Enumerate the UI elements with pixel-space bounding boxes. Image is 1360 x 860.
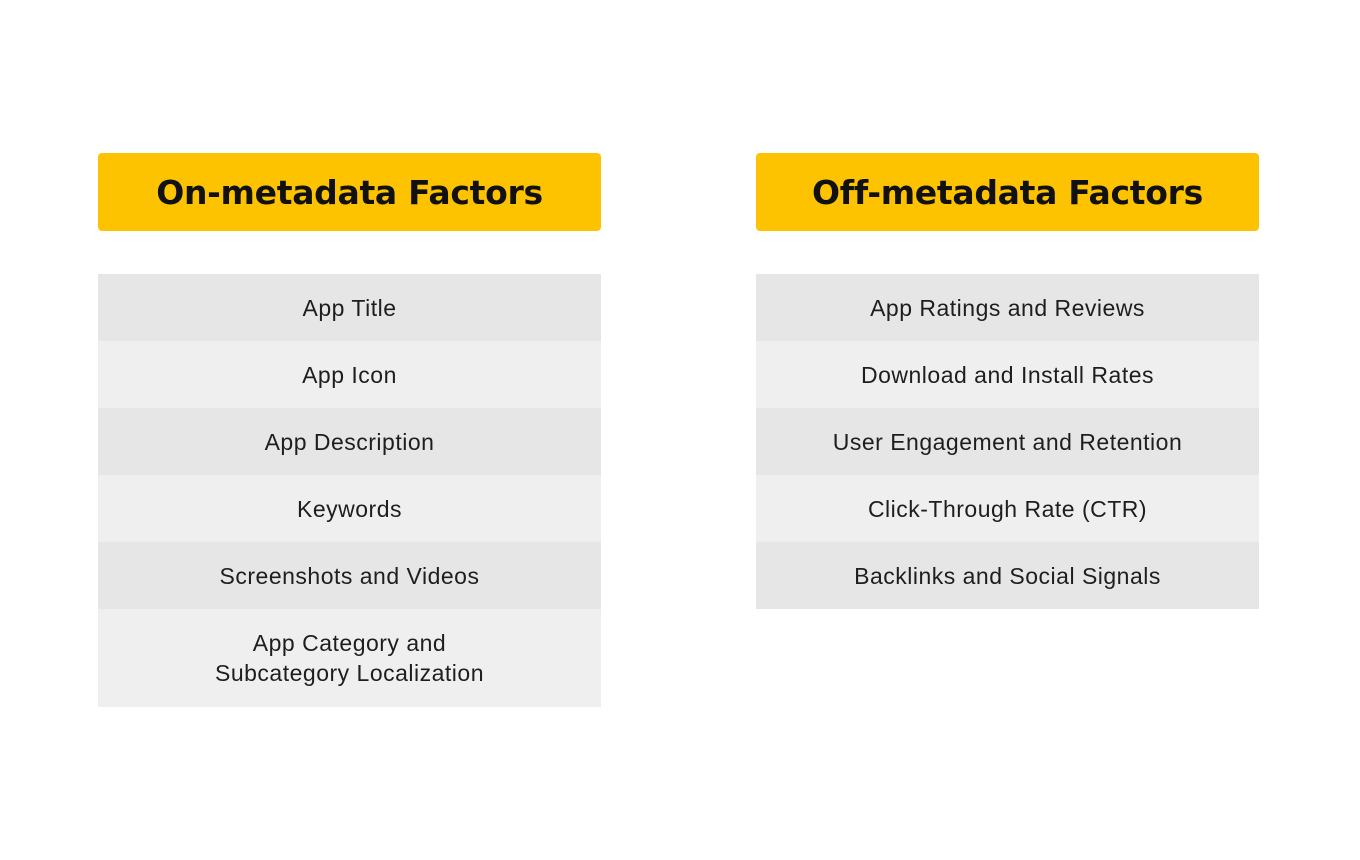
list-item [98,609,601,707]
off-metadata-column [756,153,1259,609]
off-metadata-title: Off-metadata Factors [812,172,1203,212]
list-item-label: User Engagement and Retention [832,428,1183,455]
list-item [98,475,601,542]
on-metadata-title: On-metadata Factors [156,172,543,212]
list-item-label: App Description [264,428,435,455]
list-item-label: Screenshots and Videos [219,562,480,589]
list-item-label: Download and Install Rates [861,361,1154,388]
list-item [756,408,1259,475]
on-metadata-list [98,274,601,707]
list-item-label: App Category and Subcategory Localization [215,630,484,686]
list-item-label: App Ratings and Reviews [870,294,1145,321]
list-item-label: App Title [302,294,397,321]
list-item [756,341,1259,408]
list-item [98,542,601,609]
on-metadata-header [98,153,601,231]
list-item-label: Click-Through Rate (CTR) [867,495,1148,522]
list-item [756,542,1259,609]
list-item [756,274,1259,341]
list-item [756,475,1259,542]
on-metadata-column [98,153,601,707]
off-metadata-list [756,274,1259,609]
list-item-label: App Icon [302,361,397,388]
list-item [98,274,601,341]
list-item [98,341,601,408]
list-item-label: Keywords [297,495,402,522]
list-item [98,408,601,475]
list-item-label: Backlinks and Social Signals [854,562,1161,589]
off-metadata-header [756,153,1259,231]
